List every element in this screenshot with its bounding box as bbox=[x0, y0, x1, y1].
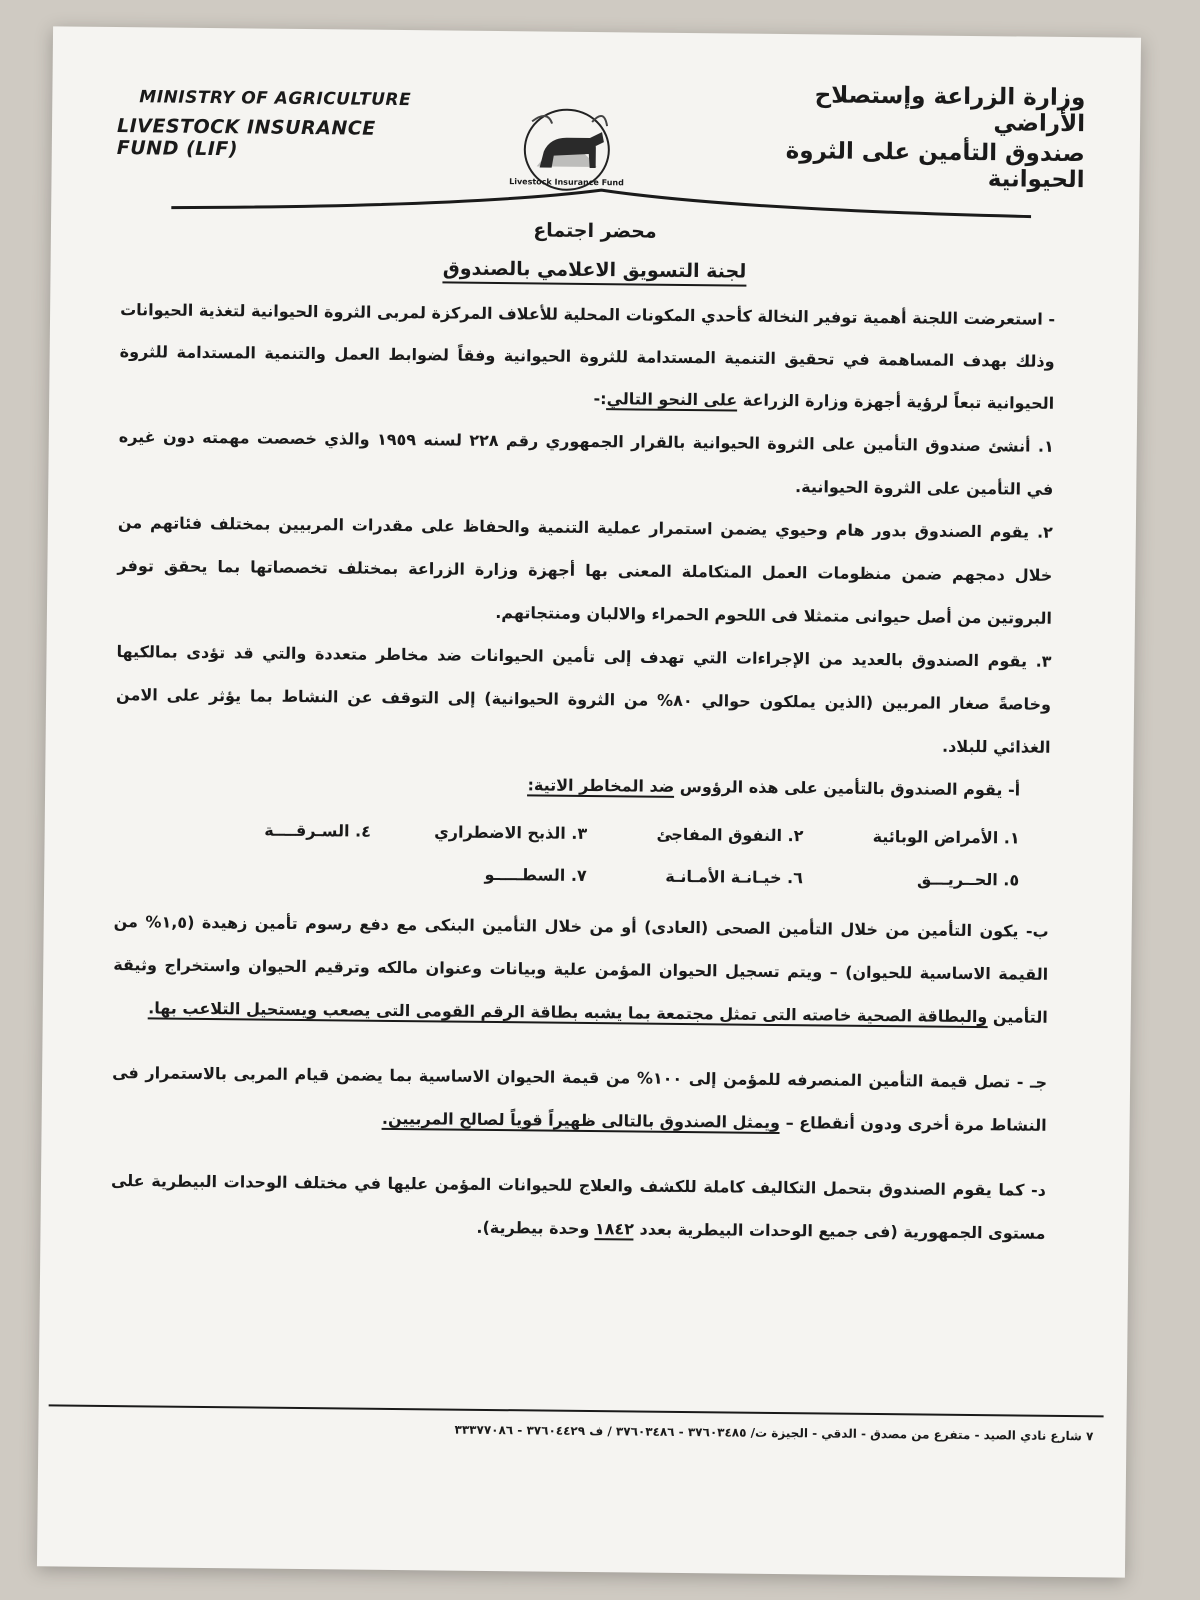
sub-item-d: د- كما يقوم الصندوق بتحمل التكاليف كاملة للكشف والعلاج للحيوانات المؤمن عليها في مختلف الوحدات البيطرية على مستوى الجمهورية (فى جميع الوحدات البيطرية بعدد ١٨٤٢ وحدة بيطرية). bbox=[110, 1171, 1047, 1243]
risk-item: ٥. الحــريـــق bbox=[916, 869, 1020, 890]
document-page bbox=[37, 26, 1141, 1577]
header-arabic bbox=[754, 82, 1085, 193]
ministry-name-ar: وزارة الزراعة وإستصلاح الأراضي bbox=[814, 82, 1086, 138]
footer-address: ٧ شارع نادي الصيد - متفرع من مصدق - الدقي - الجيزة ت/ ٣٧٦٠٣٤٨٥ - ٣٧٦٠٣٤٨٦ / ف ٣٧٦٠٤٤٢٩ - ٣٣٣٧٧٠٨٦ bbox=[454, 1422, 1094, 1444]
intro-underlined: على النحو التالي bbox=[606, 389, 738, 410]
sub-item-a: أ- يقوم الصندوق بالتأمين على هذه الرؤوس ضد المخاطر الاتية: bbox=[527, 775, 1021, 800]
risk-item: ١. الأمراض الوبائية bbox=[872, 826, 1020, 848]
risk-item: ٢. النفوق المفاجئ bbox=[656, 824, 804, 846]
committee-title: لجنة التسويق الاعلامي بالصندوق bbox=[50, 253, 1138, 286]
sub-item-c: جـ - تصل قيمة التأمين المنصرفه للمؤمن إلى ١٠٠% من قيمة الحيوان الاساسية بما يضمن قيام المربى بالاستمرار فى النشاط مرة أخرى ودون أنقطاع – ويمثل الصندوق بالتالى ظهيراً قوياً لصالح المربيين. bbox=[112, 1063, 1048, 1135]
risk-item: ٤. السـرقــــة bbox=[264, 820, 372, 841]
risk-item: ٣. الذبح الاضطراري bbox=[434, 822, 588, 843]
risk-item: ٧. السطـــــو bbox=[484, 864, 587, 885]
intro-paragraph: - استعرضت اللجنة أهمية توفير النخالة كأحدي المكونات المحلية للأعلاف المركزة لمربى الثروة الحيوانية لتغذية الحيوانات وذلك بهدف المساهمة في تحقيق التنمية المستدامة للثروة الحيوانية وفقاً لضوابط العمل والتنمية المستدامة للثروة الحيوانية تبعاً لرؤية أجهزة وزارة الزراعة على النحو التالي:- bbox=[119, 300, 1056, 413]
intro-text: استعرضت اللجنة أهمية توفير النخالة كأحدي المكونات المحلية للأعلاف المركزة لمربى الثروة الحيوانية لتغذية الحيوانات وذلك بهدف المساهمة في تحقيق التنمية المستدامة للثروة الحيوانية وفقاً لضوابط العمل والتنمية المستدامة للثروة الحيوانية تبعاً لرؤية أجهزة وزارة الزراعة bbox=[119, 300, 1055, 413]
fund-name-en: LIVESTOCK INSURANCE FUND (LIF) bbox=[116, 115, 376, 161]
meeting-title: محضر اجتماع bbox=[533, 219, 657, 243]
ministry-name-en: MINISTRY OF AGRICULTURE bbox=[139, 87, 412, 111]
header-english bbox=[117, 87, 438, 162]
risk-item: ٦. خيـانـة الأمـانـة bbox=[665, 866, 804, 888]
fund-name-ar: صندوق التأمين على الثروة الحيوانية bbox=[785, 138, 1085, 194]
list-item: ٢. يقوم الصندوق بدور هام وحيوي يضمن استمرار عملية التنمية والحفاظ على مقدرات المربيين بمختلف فئاتهم من خلال دمجهم ضمن منظومات العمل المتكاملة المعنى بها أجهزة وزارة الزراعة بمختلف تخصصاتها بما يحقق توفر البروتين من أصل حيوانى متمثلا فى اللحوم الحمراء والالبان ومنتجاتهم. bbox=[117, 513, 1053, 628]
logo-caption: Livestock Insurance Fund bbox=[509, 177, 624, 188]
risk-list bbox=[154, 810, 1020, 899]
intro-bullet: - bbox=[1048, 309, 1056, 329]
footer-divider bbox=[49, 1404, 1104, 1417]
sub-item-b: ب- يكون التأمين من خلال التأمين الصحى (العادى) أو من خلال التأمين البنكى مع دفع رسوم تأمين زهيدة (١,٥% من القيمة الاساسية للحيوان) – ويتم تسجيل الحيوان المؤمن علية وبيانات وعنوان مالكه وترقيم الحيوان واستخراج وثيقة التأمين والبطاقة الصحية خاصته التى تمثل مجتمعة بما يشبه بطاقة الرقم القومى التى يصعب ويستحيل التلاعب بها. bbox=[113, 912, 1049, 1027]
list-item: ١. أنشئ صندوق التأمين على الثروة الحيوانية بالقرار الجمهوري رقم ٢٢٨ لسنه ١٩٥٩ والذي خصصت مهمته دون غيره في التأمين على الثروة الحيوانية. bbox=[118, 427, 1054, 499]
list-item: ٣. يقوم الصندوق بالعديد من الإجراءات التي تهدف إلى تأمين الحيوانات ضد مخاطر متعددة والتي قد تؤدى بمالكيها وخاصةً صغار المربين (الذين يملكون حوالي ٨٠% من الثروة الحيوانية) إلى التوقف عن النشاط بما يؤثر على الامن الغذائي للبلاد. bbox=[115, 642, 1052, 757]
document-body bbox=[110, 289, 1055, 1255]
